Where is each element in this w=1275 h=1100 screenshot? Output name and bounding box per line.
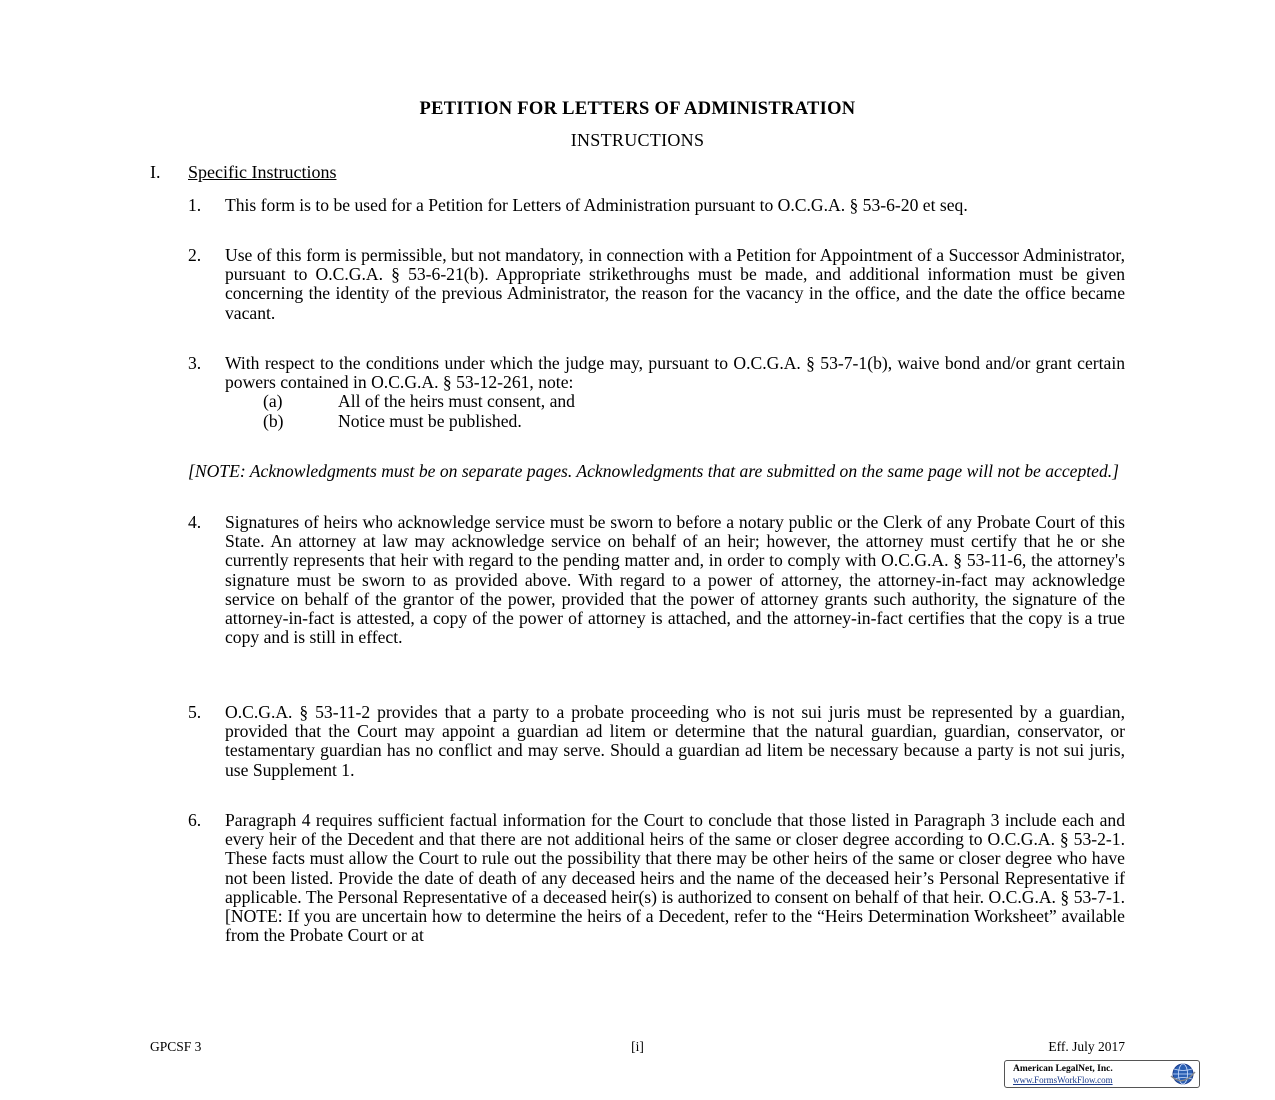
footer-effective-date: Eff. July 2017: [1048, 1039, 1125, 1054]
footer-form-id: GPCSF 3: [150, 1039, 202, 1054]
logo-url[interactable]: www.FormsWorkFlow.com: [1013, 1075, 1113, 1085]
item-number: 3.: [188, 353, 202, 373]
item-number: 2.: [188, 245, 202, 265]
sub-item-label: (a): [263, 391, 283, 412]
instruction-item: [188, 513, 1125, 647]
acknowledgment-note: [NOTE: Acknowledgments must be on separate pages. Acknowledgments that are submitted on the same page will not be accepted.]: [188, 461, 1120, 481]
sub-item-text: Notice must be published.: [338, 410, 522, 431]
section-label: Specific Instructions: [188, 162, 337, 182]
globe-icon: [1170, 1062, 1196, 1086]
instruction-item: [188, 703, 1125, 780]
item-number: 6.: [188, 810, 202, 830]
sub-item-text: All of the heirs must consent, and: [338, 391, 575, 412]
logo-name: American LegalNet, Inc.: [1013, 1064, 1113, 1074]
item-number: 5.: [188, 702, 202, 722]
instruction-item: [188, 811, 1125, 945]
item-text: Paragraph 4 requires sufficient factual information for the Court to conclude that those listed in Paragraph 3 include each and every heir of the Decedent and that there are not additional heirs of the same or closer degree according to O.C.G.A. § 53-2-1. These facts must allow the Court to rule out the possibility that there may be other heirs of the same or closer degree who have not been listed. Provide the date of death of any deceased heirs and the name of the deceased heir’s Personal Representative if applicable. The Personal Representative of a deceased heir(s) is authorized to consent on behalf of that heir. O.C.G.A. § 53-7-1. [NOTE: If you are uncertain how to determine the heirs of a Decedent, refer to the “Heirs Determination Worksheet” available from the Probate Court or at: [225, 810, 1125, 946]
sub-item: [188, 392, 1125, 411]
item-text: With respect to the conditions under which the judge may, pursuant to O.C.G.A. § 53-7-1(b), waive bond and/or grant certain powers contained in O.C.G.A. § 53-12-261, note:: [225, 353, 1125, 393]
instruction-item: [188, 196, 1125, 215]
instruction-item: [188, 246, 1125, 323]
instruction-item: [188, 354, 1125, 431]
sub-item: [188, 412, 1125, 431]
item-text: Signatures of heirs who acknowledge service must be sworn to before a notary public or the Clerk of any Probate Court of this State. An attorney at law may acknowledge service on behalf of an heir; however, the attorney must certify that he or she currently represents that heir with regard to the pending matter and, in order to comply with O.C.G.A. § 53-11-6, the attorney's signature must be sworn to as provided above. With regard to a power of attorney, the attorney-in-fact may acknowledge service on behalf of the grantor of the power, provided that the power of attorney grants such authority, the signature of the attorney-in-fact is attested, a copy of the power of attorney is attached, and the attorney-in-fact certifies that the copy is a true copy and is still in effect.: [225, 512, 1125, 648]
footer-page-number: [i]: [631, 1039, 644, 1054]
item-number: 1.: [188, 195, 202, 215]
item-text: Use of this form is permissible, but not mandatory, in connection with a Petition for Appointment of a Successor Administrator, pursuant to O.C.G.A. § 53-6-21(b). Appropriate strikethroughs must be made, and additional information must be given concerning the identity of the previous Administrator, the reason for the vacancy in the office, and the date the office became vacant.: [225, 245, 1125, 323]
item-text: This form is to be used for a Petition for Letters of Administration pursuant to O.C.G.A. § 53-6-20 et seq.: [225, 195, 968, 215]
item-text: O.C.G.A. § 53-11-2 provides that a party to a probate proceeding who is not sui juris must be represented by a guardian, provided that the Court may appoint a guardian ad litem or determine that the natural guardian, guardian, conservator, or testamentary guardian has no conflict and may serve. Should a guardian ad litem be necessary because a party is not sui juris, use Supplement 1.: [225, 702, 1125, 780]
document-subtitle: INSTRUCTIONS: [570, 130, 705, 150]
publisher-logo[interactable]: [1004, 1060, 1200, 1088]
section-number: I.: [150, 162, 161, 182]
sub-item-label: (b): [263, 410, 284, 431]
document-title: PETITION FOR LETTERS OF ADMINISTRATION: [419, 99, 856, 119]
item-number: 4.: [188, 512, 202, 532]
